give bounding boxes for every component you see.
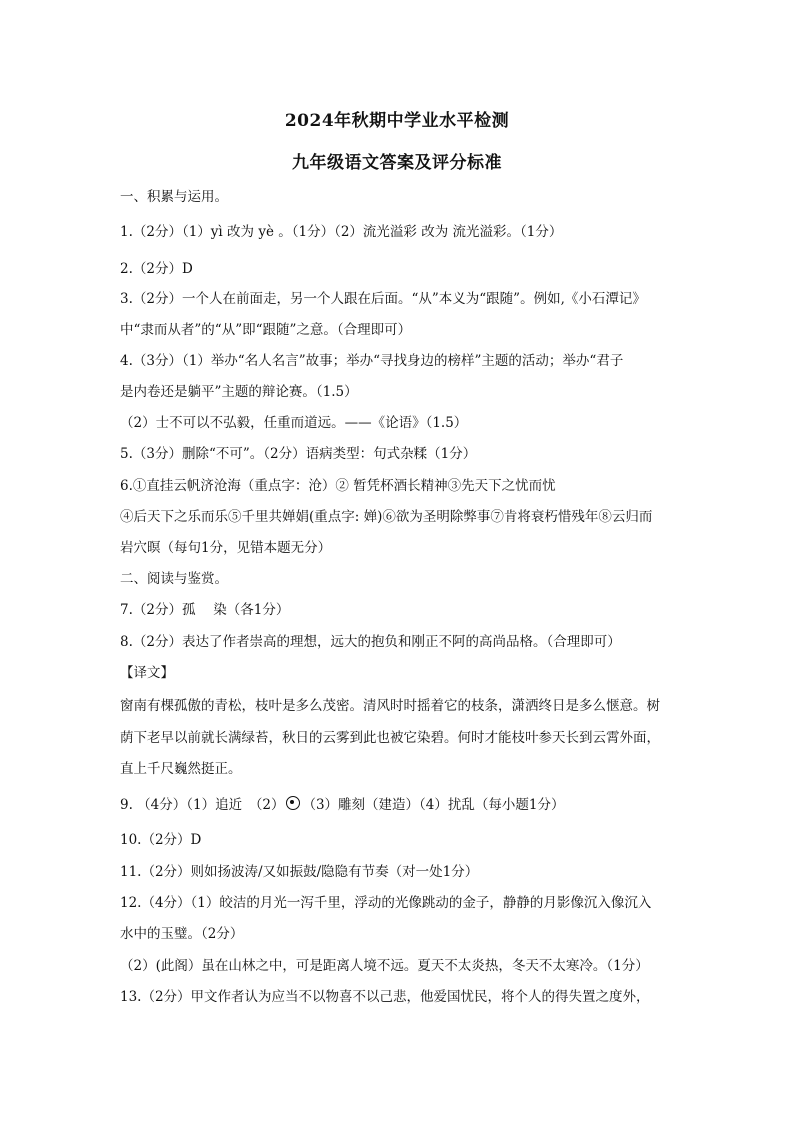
section-heading-1: 一、积累与运用。 [120,189,228,205]
translation-line: 荫下老早以前就长满绿苔，秋日的云雾到此也被它染碧。何时才能枝叶参天长到云霄外面， [120,730,660,746]
section-heading-2: 二、阅读与鉴赏。 [120,571,228,587]
answer-line: 11.（2分）则如扬波涛/又如振鼓/隐隐有节奏（对一处1分） [120,864,479,880]
answer-line: 8.（2分）表达了作者崇高的理想，远大的抱负和刚正不阿的高尚品格。（合理即可） [120,634,621,650]
document-subtitle: 九年级语文答案及评分标准 [292,153,502,173]
translation-line: 窗南有棵孤傲的青松，枝叶是多么茂密。清风时时摇着它的枝条，潇洒终日是多么惬意。树 [120,698,660,714]
answer-line-9-tail: （3）雕刻（建造）（4）扰乱（每小题1分） [302,797,565,813]
answer-line: 12.（4分）（1）皎洁的月光一泻千里，浮动的光像跳动的金子，静静的月影像沉入像沉入 [120,895,652,911]
answer-line: 3.（2分）一个人在前面走，另一个人跟在后面。“从”本义为“跟随”。例如,《小石潭记》 [120,291,646,307]
answer-line: 10.（2分）D [120,832,202,848]
answer-line: 13.（2分）甲文作者认为应当不以物喜不以己悲，他爱国忧民，将个人的得失置之度外， [120,989,650,1005]
answer-line: ④后天下之乐而乐⑤千里共婵娟(重点字: 婵)⑥欲为圣明除弊事⑦肯将衰朽惜残年⑧云归而 [120,509,653,525]
answer-line: 5.（3分）删除“不可”。（2分）语病类型：句式杂糅（1分） [120,446,477,462]
document-title: 2024年秋期中学业水平检测 [284,111,510,131]
answer-line: 7.（2分）孤 染（各1分） [120,602,290,618]
answer-line: 中“隶而从者”的“从”即“跟随”之意。（合理即可） [120,322,412,338]
answer-line: 岩穴暝（每句1分，见错本题无分） [120,540,332,556]
answer-line-9 [120,795,695,815]
answer-line: 水中的玉璧。（2分） [120,926,244,942]
answer-line: 是内卷还是躺平”主题的辩论赛。（1.5） [120,384,358,400]
circled-dot-icon [286,796,300,810]
translation-line: 直上千尺巍然挺正。 [120,761,242,777]
answer-line-9-head: 9. （4分）（1）追近 （2） [120,797,285,813]
answer-line: 2.（2分）D [120,261,193,277]
answer-line: （2）(此阁）虽在山林之中，可是距离人境不远。夏天不太炎热，冬天不太寒冷。（1分） [120,958,649,974]
answer-line: 6.①直挂云帆济沧海（重点字：沧）② 暂凭杯酒长精神③先天下之忧而忧 [120,478,556,494]
answer-line: 1.（2分）（1）yì 改为 yè 。（1分）（2）流光溢彩 改为 流光溢彩。（1分） [120,224,563,240]
translation-heading: 【译文】 [120,665,174,681]
answer-line: 4.（3分）（1）举办“名人名言”故事；举办“寻找身边的榜样”主题的活动；举办“君子 [120,353,624,369]
answer-line: （2）士不可以不弘毅，任重而道远。——《论语》（1.5） [120,415,468,431]
